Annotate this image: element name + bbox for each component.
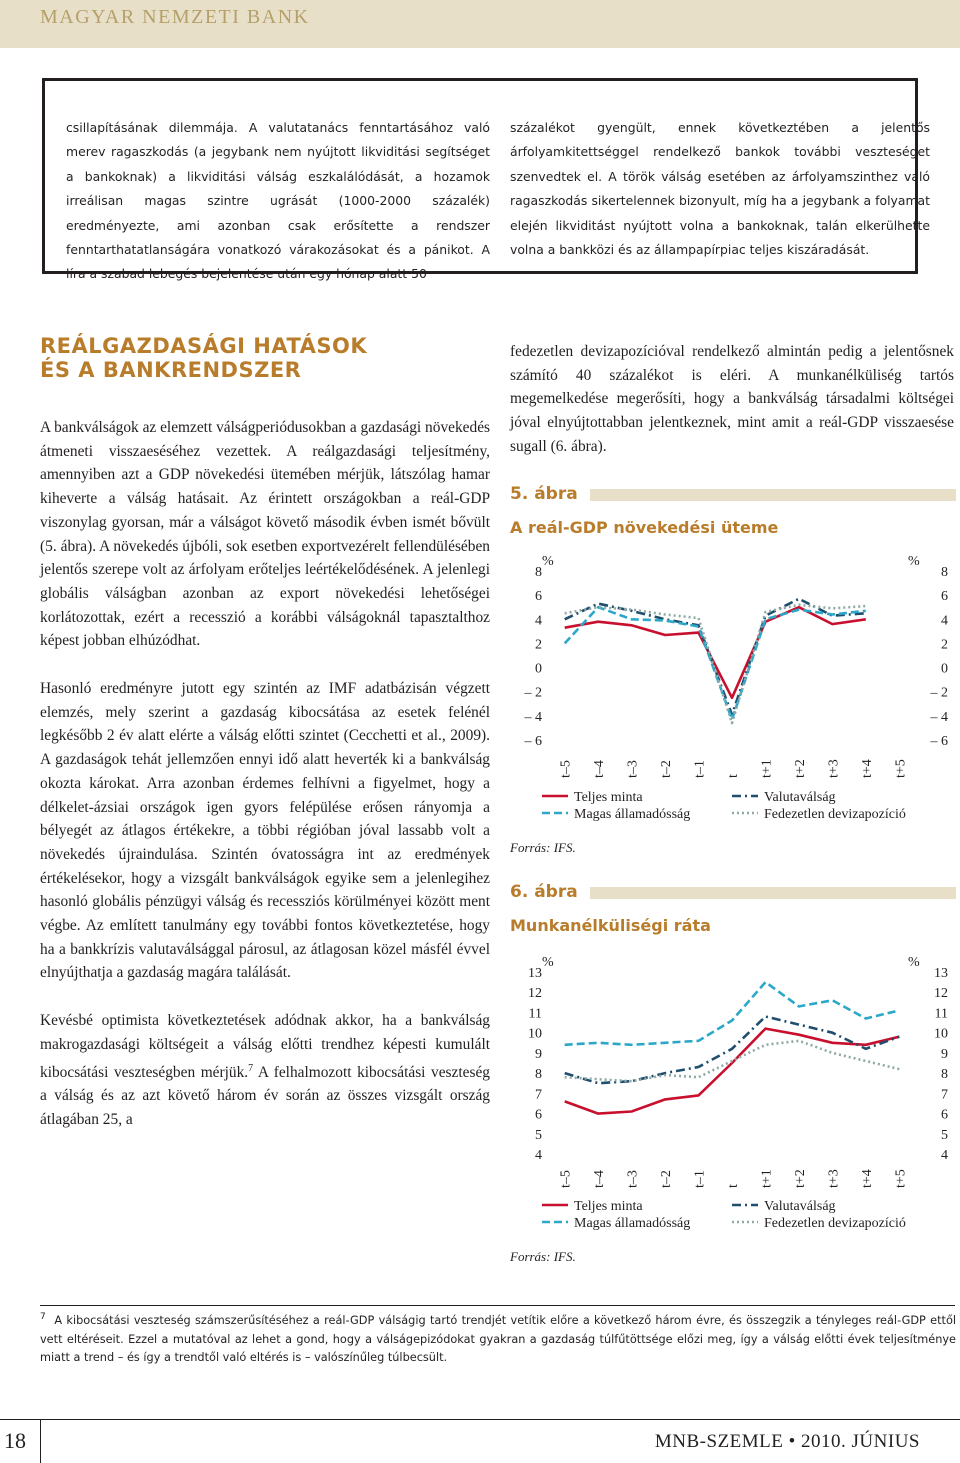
x-tick-label: t–5 [558, 1170, 574, 1188]
footnote-divider [40, 1305, 955, 1306]
x-tick-label: t+2 [792, 759, 808, 778]
y-tick-label-left: – 6 [524, 734, 542, 749]
y-tick-label-right: 11 [934, 1006, 948, 1022]
y-tick-label-right: 6 [941, 1107, 948, 1123]
y-unit-left: % [542, 955, 554, 970]
y-tick-label-right: 8 [941, 1067, 948, 1083]
legend-label: Teljes minta [574, 1199, 643, 1214]
legend-label: Magas államadósság [574, 807, 691, 822]
body-paragraph: fedezetlen devizapozícióval rendelkező almintán pedig a jelentősnek számító 40 százalékot is eléri. A munkanélküliség tartós megemelkedése megerősíti, hogy a bankválság társadalmi költségei jóval elnyújtottabban jelentkeznek, mint amit a reál-GDP visszaesése sugall (6. ábra). [510, 343, 954, 455]
right-column-body [510, 340, 954, 459]
legend-label: Valutaválság [764, 790, 836, 805]
x-tick-label: t+3 [826, 759, 842, 778]
y-tick-label-right: 6 [941, 589, 948, 605]
legend-label: Magas államadósság [574, 1216, 691, 1231]
y-tick-label-left: 12 [528, 986, 542, 1002]
y-tick-label-left: 5 [535, 1127, 542, 1143]
x-tick-label: t–5 [558, 760, 574, 778]
box-text-right [510, 116, 930, 262]
footnote-reference[interactable]: 7 [248, 1062, 254, 1074]
figure5-title-bar [590, 489, 956, 501]
y-tick-label-left: 11 [528, 1006, 542, 1022]
y-tick-label-right: 12 [934, 986, 948, 1002]
footnote [40, 1308, 956, 1368]
x-tick-label: t+4 [859, 1169, 875, 1188]
publisher-title: MAGYAR NEMZETI BANK [40, 6, 310, 28]
series-line [565, 1017, 900, 1084]
figure6-chart [508, 946, 960, 1238]
y-unit-right: % [908, 955, 920, 970]
journal-issue: MNB-SZEMLE • 2010. JÚNIUS [654, 1431, 920, 1452]
y-tick-label-right: 10 [934, 1026, 948, 1042]
body-paragraph-tail: A felhalmozott kibocsátási veszteség a válság és az azt követő három év során az összes vizsgált ország átlagában 25, a [40, 1063, 490, 1129]
x-tick-label: t–4 [592, 760, 608, 778]
footnote-paragraph [40, 1308, 956, 1368]
y-tick-label-right: 9 [941, 1046, 948, 1062]
box-paragraph-right: százalékot gyengült, ennek következtében a jelentős árfolyamkitettséggel rendelkező bankok további veszteséget szenvedtek el. A török válság esetében az árfolyamszinthez való ragaszkodás sikertelennek bizonyult, míg ha a jegybank a folyamat elején likviditást nyújtott volna a bankoknak, talán elkerülhette volna a bankközi és az állampapírpiac teljes kiszáradását. [510, 120, 930, 258]
y-tick-label-left: – 4 [524, 709, 542, 725]
y-tick-label-left: 10 [528, 1026, 542, 1042]
figure5-title: A reál-GDP növekedési üteme [510, 518, 779, 537]
figure5-source: Forrás: IFS. [510, 840, 576, 855]
x-tick-label: t–2 [659, 760, 675, 778]
box-paragraph-left: csillapításának dilemmája. A valutatanács fenntartásához való merev ragaszkodás (a jegybank nem nyújtott likviditási segítséget a bankoknak) a likviditási válság eszkalálódását, a hozamok irreálisan magas szintre ugrását (1000-2000 százalék) eredményezte, ami azonban csak erősítette a rendszer fenntarthatatlanságára vonatkozó várakozásokat és a pánikot. A líra a szabad lebegés bejelentése után egy hónap alatt 50 [66, 120, 490, 282]
body-paragraph-text: Kevésbé optimista következtetések adódnak akkor, ha a bankválság makrogazdasági költségeit a válság előtti trendhez képesti kumulált kibocsátási veszteségben mérjük. [40, 1012, 490, 1081]
series-line [565, 982, 900, 1045]
y-tick-label-right: – 6 [930, 734, 948, 749]
series-line [565, 607, 866, 698]
x-tick-label: t+1 [759, 759, 775, 778]
footnote-text: A kibocsátási veszteség számszerűsítéséhez a reál-GDP válságig tartó trendjét vetítik előre a következő három évre, és összegzik a tényleges reál-GDP ettől vett eltéréseit. Ezzel a mutatóval az lehet a gond, hogy a válságepizódokat gyakran a gazdaság túlfűtöttsége előzi meg, így a válság előtti évek teljesítménye miatt a trend – és így a trendtől való eltérés is – valószínűleg túlbecsült. [40, 1313, 956, 1365]
y-tick-label-right: 7 [941, 1087, 948, 1103]
y-tick-label-right: 4 [941, 613, 948, 629]
y-tick-label-right: 8 [941, 565, 948, 580]
y-tick-label-left: 4 [535, 1148, 542, 1163]
x-tick-label: t–1 [692, 1170, 708, 1188]
y-tick-label-left: 9 [535, 1046, 542, 1062]
x-tick-label: t+2 [792, 1169, 808, 1188]
x-tick-label: t–3 [625, 1170, 641, 1188]
x-tick-label: t+1 [759, 1169, 775, 1188]
figure6-title: Munkanélküliségi ráta [510, 916, 711, 935]
x-tick-label: t [726, 774, 741, 778]
y-tick-label-right: 2 [941, 637, 948, 653]
y-tick-label-left: 6 [535, 1107, 542, 1123]
x-tick-label: t–1 [692, 760, 708, 778]
y-tick-label-left: 4 [535, 613, 542, 629]
y-tick-label-left: – 2 [524, 685, 542, 701]
x-tick-label: t–4 [592, 1170, 608, 1188]
y-unit-left: % [542, 554, 554, 569]
y-tick-label-left: 2 [535, 637, 542, 653]
legend-label: Valutaválság [764, 1199, 836, 1214]
legend-label: Fedezetlen devizapozíció [764, 807, 906, 822]
y-tick-label-left: 8 [535, 1067, 542, 1083]
y-tick-label-right: 4 [941, 1148, 948, 1163]
figure6-number: 6. ábra [510, 882, 578, 902]
x-tick-label: t–3 [625, 760, 641, 778]
body-paragraph [40, 1009, 490, 1132]
y-tick-label-left: 6 [535, 589, 542, 605]
y-tick-label-right: – 2 [930, 685, 948, 701]
y-tick-label-right: – 4 [930, 709, 948, 725]
x-tick-label: t+5 [893, 1169, 909, 1188]
series-line [565, 1041, 900, 1081]
section-heading [40, 334, 480, 382]
x-tick-label: t+3 [826, 1169, 842, 1188]
legend-label: Fedezetlen devizapozíció [764, 1216, 906, 1231]
footnote-marker: 7 [40, 1312, 46, 1322]
y-tick-label-left: 8 [535, 565, 542, 580]
footer-vertical-divider [40, 1419, 41, 1463]
y-tick-label-right: 5 [941, 1127, 948, 1143]
y-tick-label-left: 13 [528, 966, 542, 981]
y-tick-label-left: 0 [535, 661, 542, 677]
section-heading-line1: REÁLGAZDASÁGI HATÁSOK [40, 334, 368, 358]
y-tick-label-right: 13 [934, 966, 948, 981]
figure5-number: 5. ábra [510, 484, 578, 504]
left-column-body [40, 416, 490, 1132]
x-tick-label: t–2 [659, 1170, 675, 1188]
figure5-chart [508, 550, 960, 830]
legend-label: Teljes minta [574, 790, 643, 805]
x-tick-label: t+5 [893, 759, 909, 778]
series-line [565, 599, 866, 715]
body-paragraph: Hasonló eredményre jutott egy szintén az IMF adatbázisán végzett elemzés, mely szerint a gazdaság kibocsátása az esetek felénél legkésőbb 2 év alatt elérte a válság előtti szintet (Cecchetti et al., 2009). A gazdaságok tehát jellemzően ennyi idő alatt heverték ki a bankválság okozta károkat. Arra azonban érdemes felhívni a figyelmet, hogy a délkelet-ázsiai országok igen gyors felépülése erősen rányomja a bélyegét az átlagos értékekre, a többi régióban jóval lassabb volt a növekedés újraindulása. Szintén óvatosságra int az eredmények értékelésekor, hogy a vizsgált bankválságok egyike sem a jelenlegihez hasonló globális pénzügyi válság és recessziós körülményei között ment végbe. Az említett tanulmány egy további fontos következtetése, hogy ha a bankkrízis valutaválsággal párosul, az átlagosan közel másfél évvel elnyújthatja a gazdaság magára találását. [40, 680, 490, 982]
x-tick-label: t [726, 1184, 741, 1188]
x-tick-label: t+4 [859, 759, 875, 778]
page-number: 18 [4, 1428, 26, 1453]
page-header-band [0, 0, 960, 48]
box-text-left [66, 116, 490, 287]
footer-divider [0, 1419, 960, 1420]
section-heading-line2: ÉS A BANKRENDSZER [40, 358, 302, 382]
figure6-source: Forrás: IFS. [510, 1249, 576, 1264]
y-tick-label-left: 7 [535, 1087, 542, 1103]
y-tick-label-right: 0 [941, 661, 948, 677]
figure6-title-bar [590, 887, 956, 899]
body-paragraph: A bankválságok az elemzett válságperiódusokban a gazdasági növekedés átmeneti visszaeséséhez vezettek. A reálgazdasági teljesítmény, amennyiben azt a GDP növekedési ütemében mérjük, látszólag hamar kiheverte a válság hatásait. Az érintett országokban a reál-GDP viszonylag gyorsan, már a válságot követő második évben ismét bővült (5. ábra). A növekedés újbóli, sok esetben exportvezérelt fellendülésében jelentős szerepe volt az árfolyam erőteljes leértékelődésének. A jelenlegi globális válságban azonban az export növekedési lehetőségei korlátozottak, ezért a recesszió a korábbi válságoknál tapasztalthoz képest jobban elhúzódhat. [40, 419, 491, 650]
y-unit-right: % [908, 554, 920, 569]
